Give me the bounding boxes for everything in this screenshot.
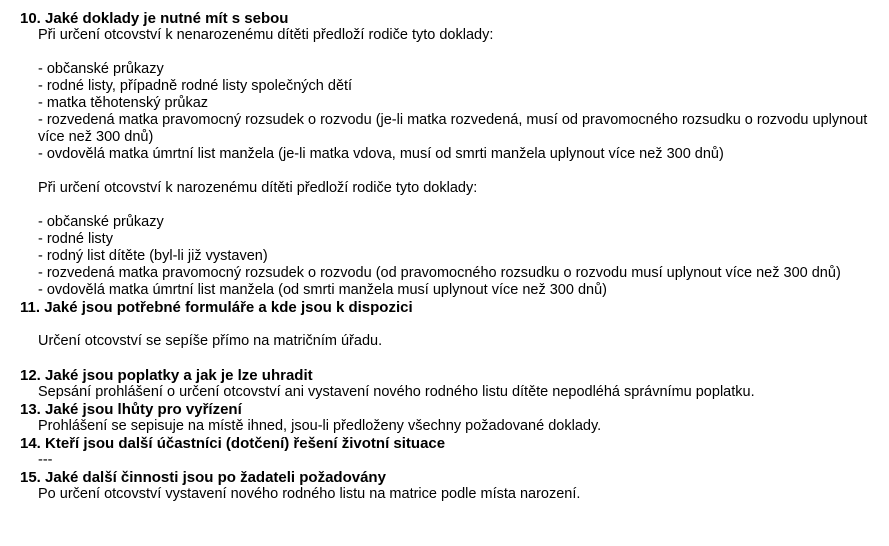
list-item: - občanské průkazy [38,61,164,77]
section-15-body [20,486,873,503]
list-item: - rodné listy, případně rodné listy společných dětí [38,78,353,94]
section-15-text: Po určení otcovství vystavení nového rodného listu na matrice podle místa narození. [38,486,581,502]
section-15-heading: 15. Jaké další činnosti jsou po žadateli požadovány [20,469,386,486]
section-13-heading: 13. Jaké jsou lhůty pro vyřízení [20,401,242,418]
section-14-text: --- [38,452,53,468]
list-item: - ovdovělá matka úmrtní list manžela (od smrti manžela musí uplynout více než 300 dnů) [38,282,607,298]
section-14-body [20,452,873,469]
section-11-heading: 11. Jaké jsou potřebné formuláře a kde jsou k dispozici [20,299,413,316]
section-13 [20,401,873,435]
list-item: - matka těhotenský průkaz [38,95,209,111]
list-item: - rodný list dítěte (byl-li již vystaven) [38,248,268,264]
section-12-text: Sepsání prohlášení o určení otcovství ani vystavení nového rodného listu dítěte nepodléhá správnímu poplatku. [38,384,755,400]
unborn-intro: Při určení otcovství k nenarozenému dítěti předloží rodiče tyto doklady: [38,27,494,43]
section-11-text: Určení otcovství se sepíše přímo na matričním úřadu. [38,333,383,349]
list-item: - občanské průkazy [38,214,164,230]
section-10-body [20,27,873,299]
spacer [38,316,873,333]
section-14-heading: 14. Kteří jsou další účastníci (dotčení) řešení životní situace [20,435,446,452]
section-15 [20,469,873,503]
section-13-body [20,418,873,435]
spacer [38,163,873,180]
document [20,10,873,503]
spacer [38,350,873,367]
spacer [38,44,873,61]
spacer [38,197,873,214]
list-item: - ovdovělá matka úmrtní list manžela (je-li matka vdova, musí od smrti manžela uplynout více než 300 dnů) [38,146,724,162]
list-item: - rodné listy [38,231,113,247]
section-14 [20,435,873,469]
section-11-body [20,316,873,367]
section-12-heading: 12. Jaké jsou poplatky a jak je lze uhradit [20,367,313,384]
list-item: - rozvedená matka pravomocný rozsudek o rozvodu (je-li matka rozvedená, musí od pravomocného rozsudku o rozvodu uplynout více než 300 dnů) [38,112,868,145]
section-12-body [20,384,873,401]
section-11 [20,299,873,367]
section-10-heading: 10. Jaké doklady je nutné mít s sebou [20,10,289,27]
section-12 [20,367,873,401]
section-10 [20,10,873,299]
section-13-text: Prohlášení se sepisuje na místě ihned, jsou-li předloženy všechny požadované doklady. [38,418,602,434]
born-intro: Při určení otcovství k narozenému dítěti předloží rodiče tyto doklady: [38,180,478,196]
list-item: - rozvedená matka pravomocný rozsudek o rozvodu (od pravomocného rozsudku o rozvodu musí uplynout více než 300 dnů) [38,265,841,281]
